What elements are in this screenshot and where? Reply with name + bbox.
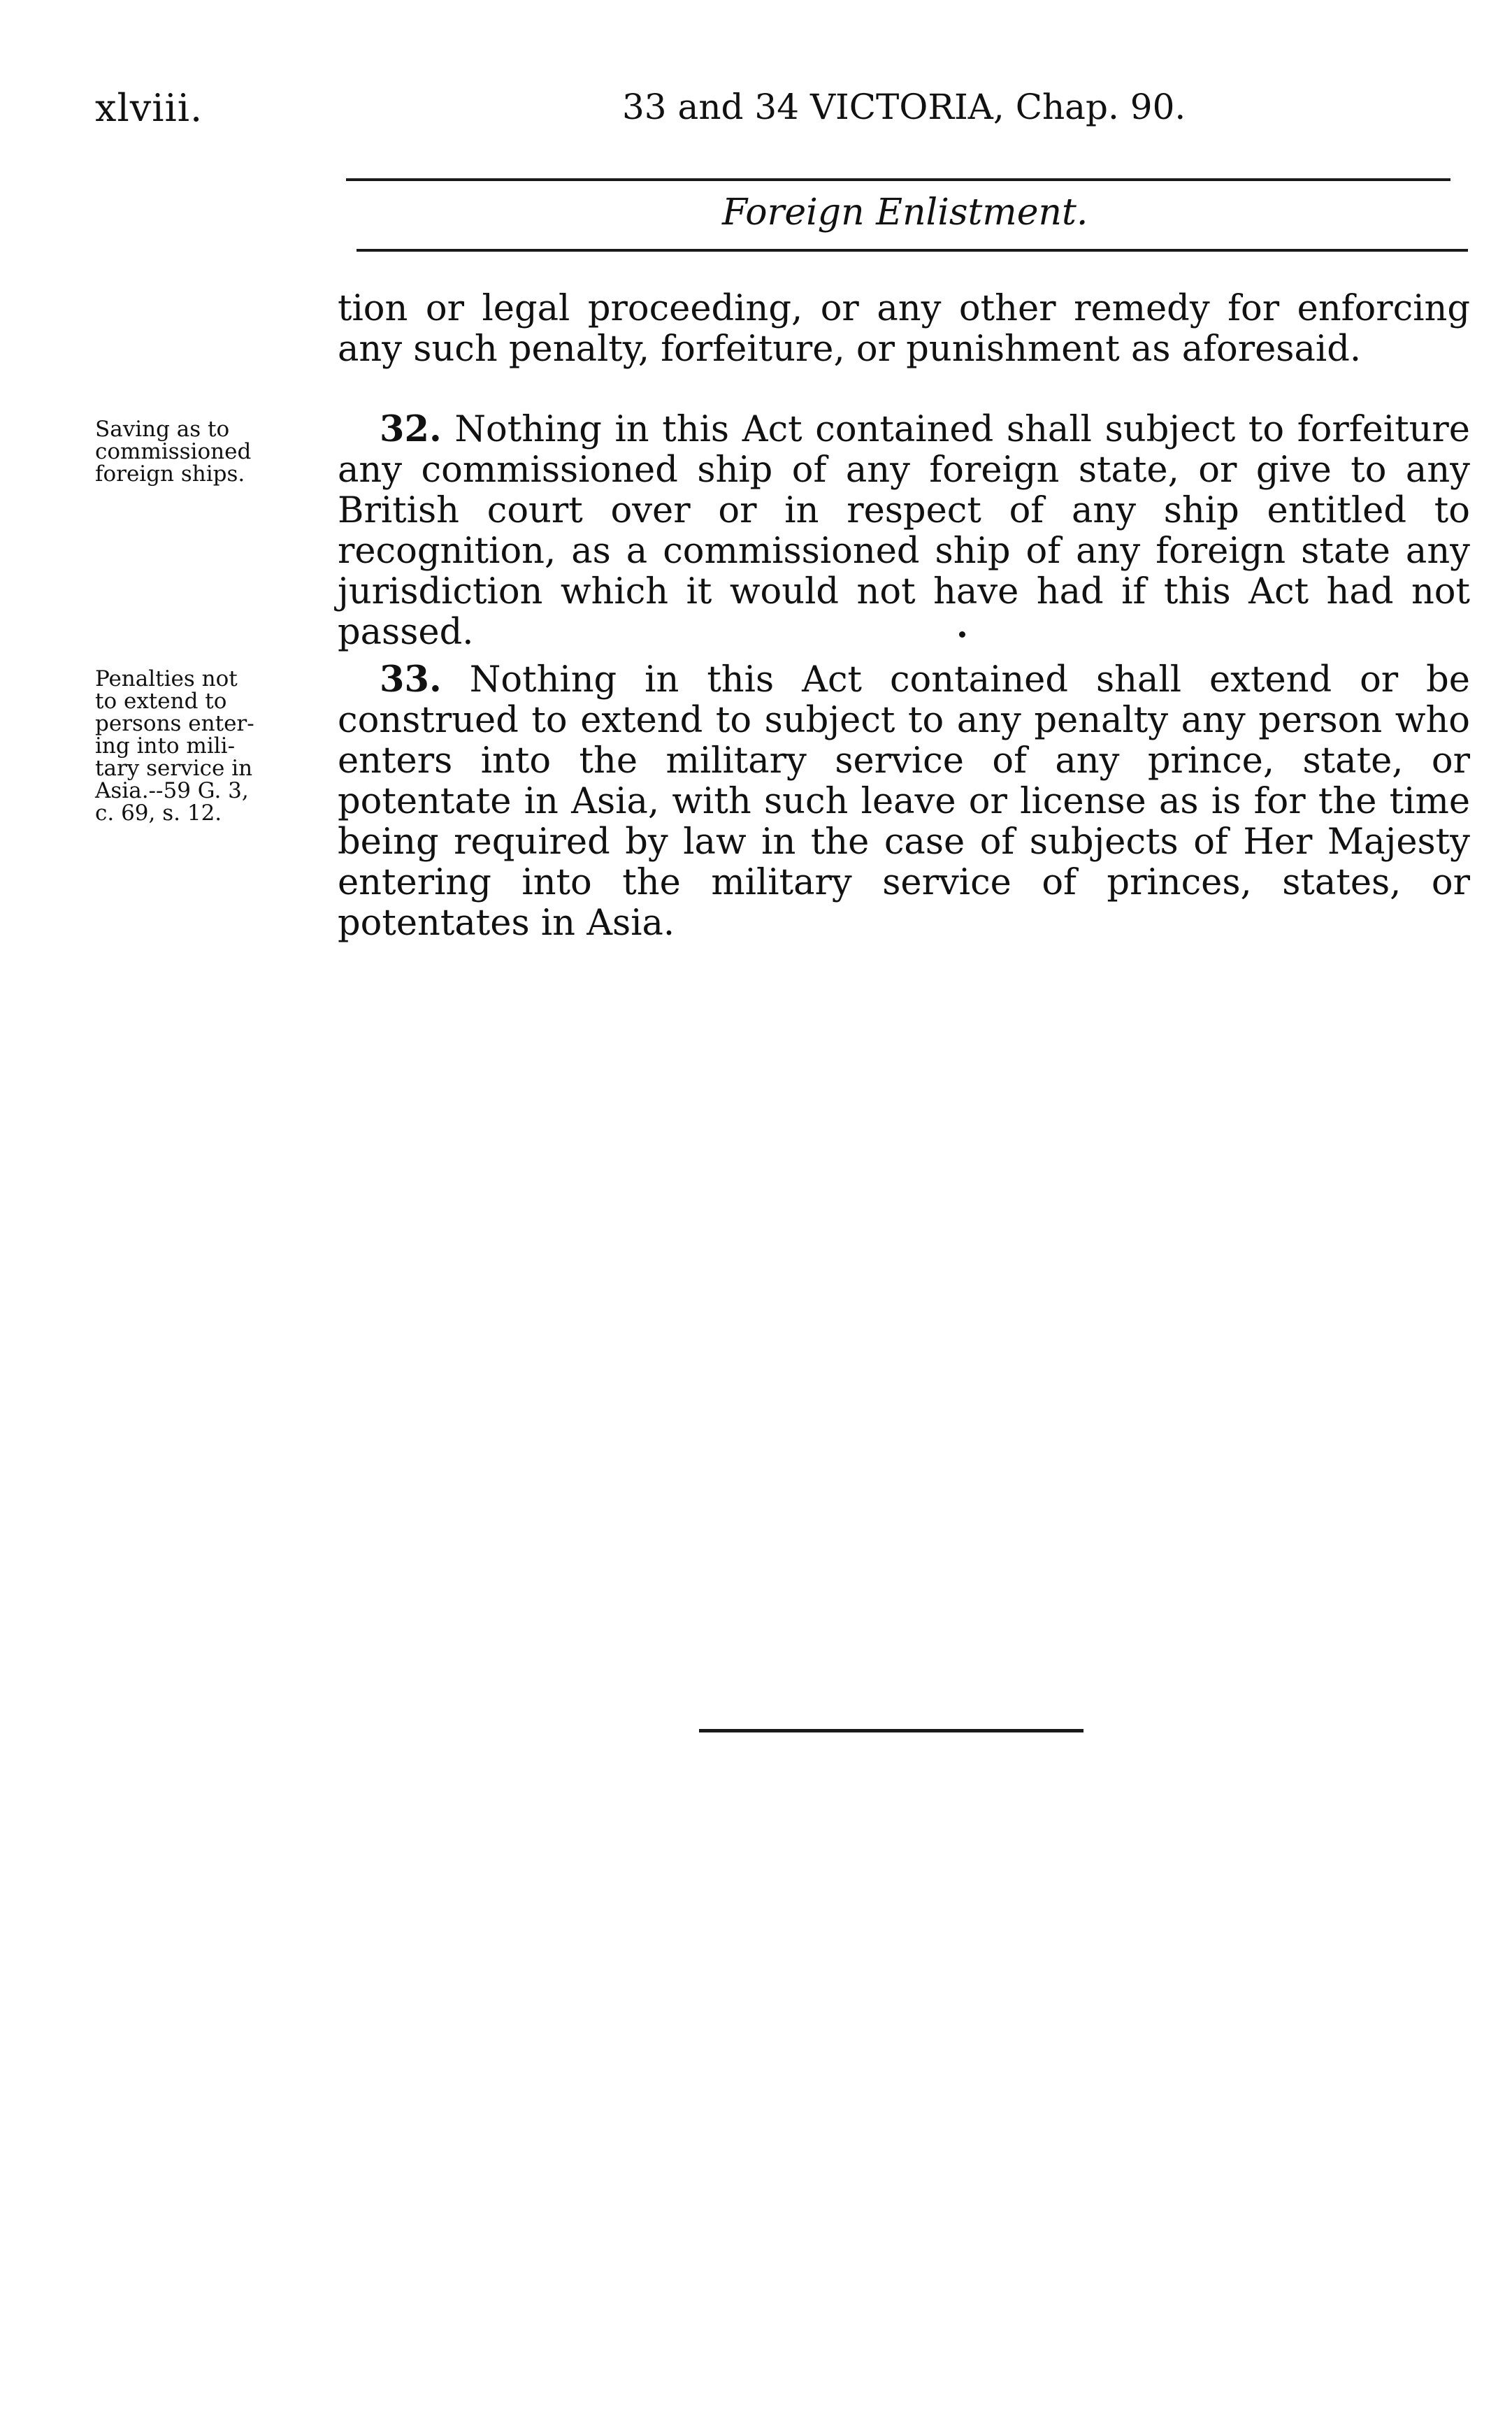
header-rule [357, 249, 1468, 252]
top-rule [346, 178, 1450, 181]
running-head: 33 and 34 VICTORIA, Chap. 90. [622, 87, 1186, 127]
page-number: xlviii. [95, 86, 203, 130]
margin-note-section-33: Penalties not to extend to persons enter- ing into mili- tary service in Asia.--59 G. 3, c. 69, s. 12. [95, 666, 254, 826]
section-33-number: 33. [380, 659, 442, 701]
section-33-paragraph [338, 659, 1470, 944]
section-33-text: Nothing in this Act contained shall extend or be construed to extend to subject to any penalty any person who enters into the military service of any prince, state, or potentate in Asia, with such leave or license as is for the time being required by law in the case of subjects of Her Majesty entering into the military service of princes, states, or potentates in Asia. [338, 659, 1470, 944]
section-32-text: Nothing in this Act contained shall subject to forfeiture any commissioned ship of any foreign state, or give to any British court over or in respect of any ship entitled to recognition, as a commissioned ship of any foreign state any jurisdiction which it would not have had if this Act had not passed. [338, 409, 1470, 653]
continuation-paragraph: tion or legal proceeding, or any other remedy for enforcing any such penalty, forfeiture, or punishment as aforesaid. [338, 288, 1470, 370]
stray-dot [959, 631, 965, 638]
margin-note-section-32: Saving as to commissioned foreign ships. [95, 417, 252, 487]
section-32-number: 32. [380, 408, 442, 450]
subhead: Foreign Enlistment. [722, 192, 1088, 234]
end-rule [699, 1729, 1083, 1732]
section-32-paragraph [338, 409, 1470, 653]
